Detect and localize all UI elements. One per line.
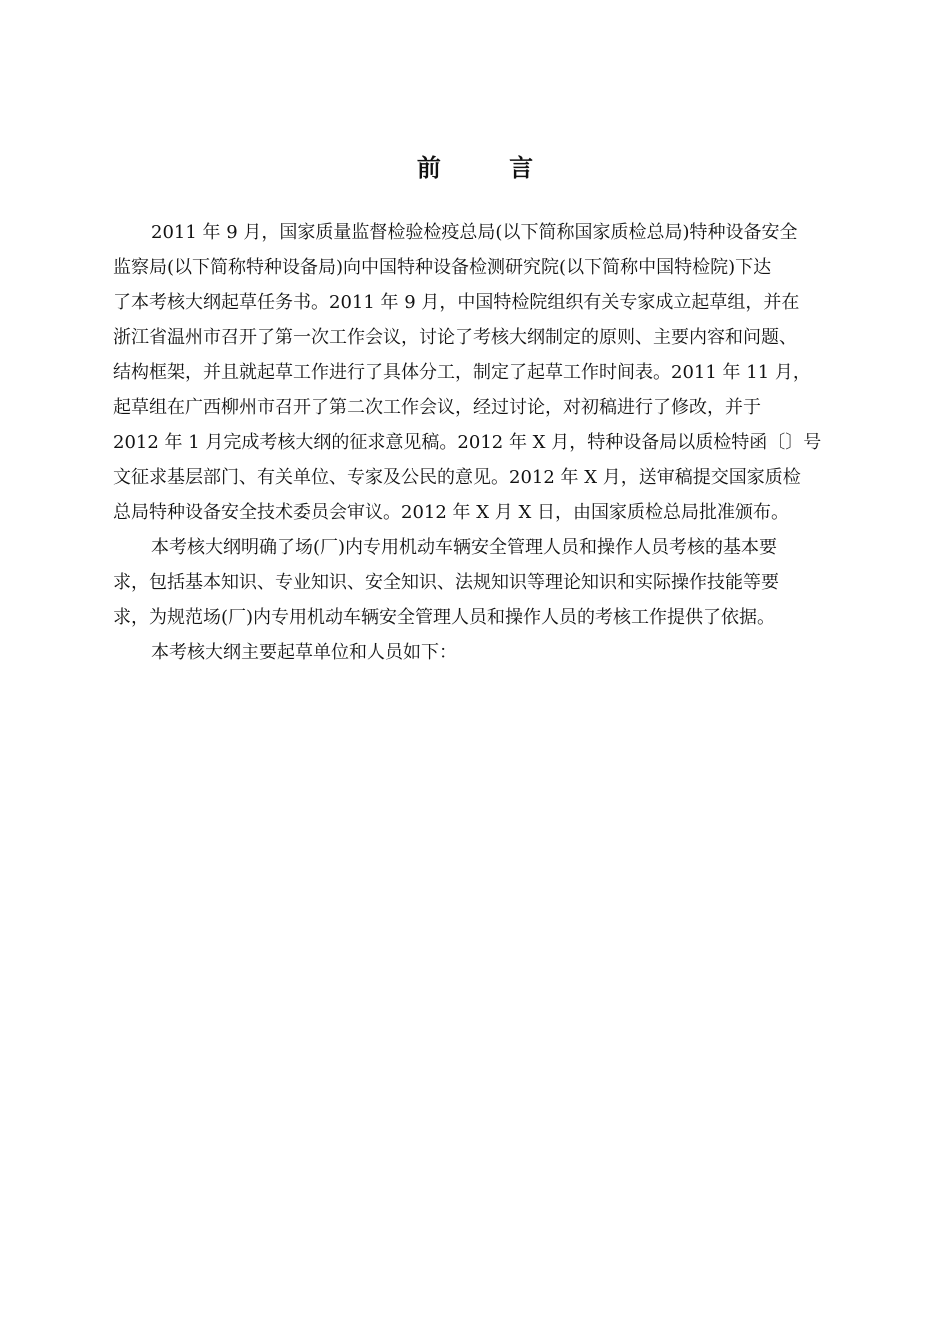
paragraph-line: 监察局(以下简称特种设备局)向中国特种设备检测研究院(以下简称中国特检院)下达 [113,257,772,278]
paragraph-line: 总局特种设备安全技术委员会审议。2012 年 X 月 X 日，由国家质检总局批准颁布。 [113,502,790,523]
paragraph-line: 2011 年 9 月，国家质量监督检验检疫总局(以下简称国家质检总局)特种设备安全 [151,222,798,243]
paragraph-line: 求，包括基本知识、专业知识、安全知识、法规知识等理论知识和实际操作技能等要 [113,572,779,593]
paragraph-line: 浙江省温州市召开了第一次工作会议，讨论了考核大纲制定的原则、主要内容和问题、 [113,327,797,348]
paragraph-line: 2012 年 1 月完成考核大纲的征求意见稿。2012 年 X 月，特种设备局以质检特函〔〕号 [113,432,822,453]
paragraph-line: 文征求基层部门、有关单位、专家及公民的意见。2012 年 X 月，送审稿提交国家质检 [113,467,801,488]
paragraph-line: 起草组在广西柳州市召开了第二次工作会议，经过讨论，对初稿进行了修改，并于 [113,397,761,418]
paragraph-line: 结构框架，并且就起草工作进行了具体分工，制定了起草工作时间表。2011 年 11 月， [113,362,811,383]
paragraph-line: 本考核大纲主要起草单位和人员如下： [151,642,457,663]
page-title: 前 言 [416,154,564,182]
paragraph-line: 了本考核大纲起草任务书。2011 年 9 月，中国特检院组织有关专家成立起草组，并在 [113,292,800,313]
paragraph-line: 求，为规范场(厂)内专用机动车辆安全管理人员和操作人员的考核工作提供了依据。 [113,607,776,628]
paragraph-line: 本考核大纲明确了场(厂)内专用机动车辆安全管理人员和操作人员考核的基本要 [151,537,778,558]
